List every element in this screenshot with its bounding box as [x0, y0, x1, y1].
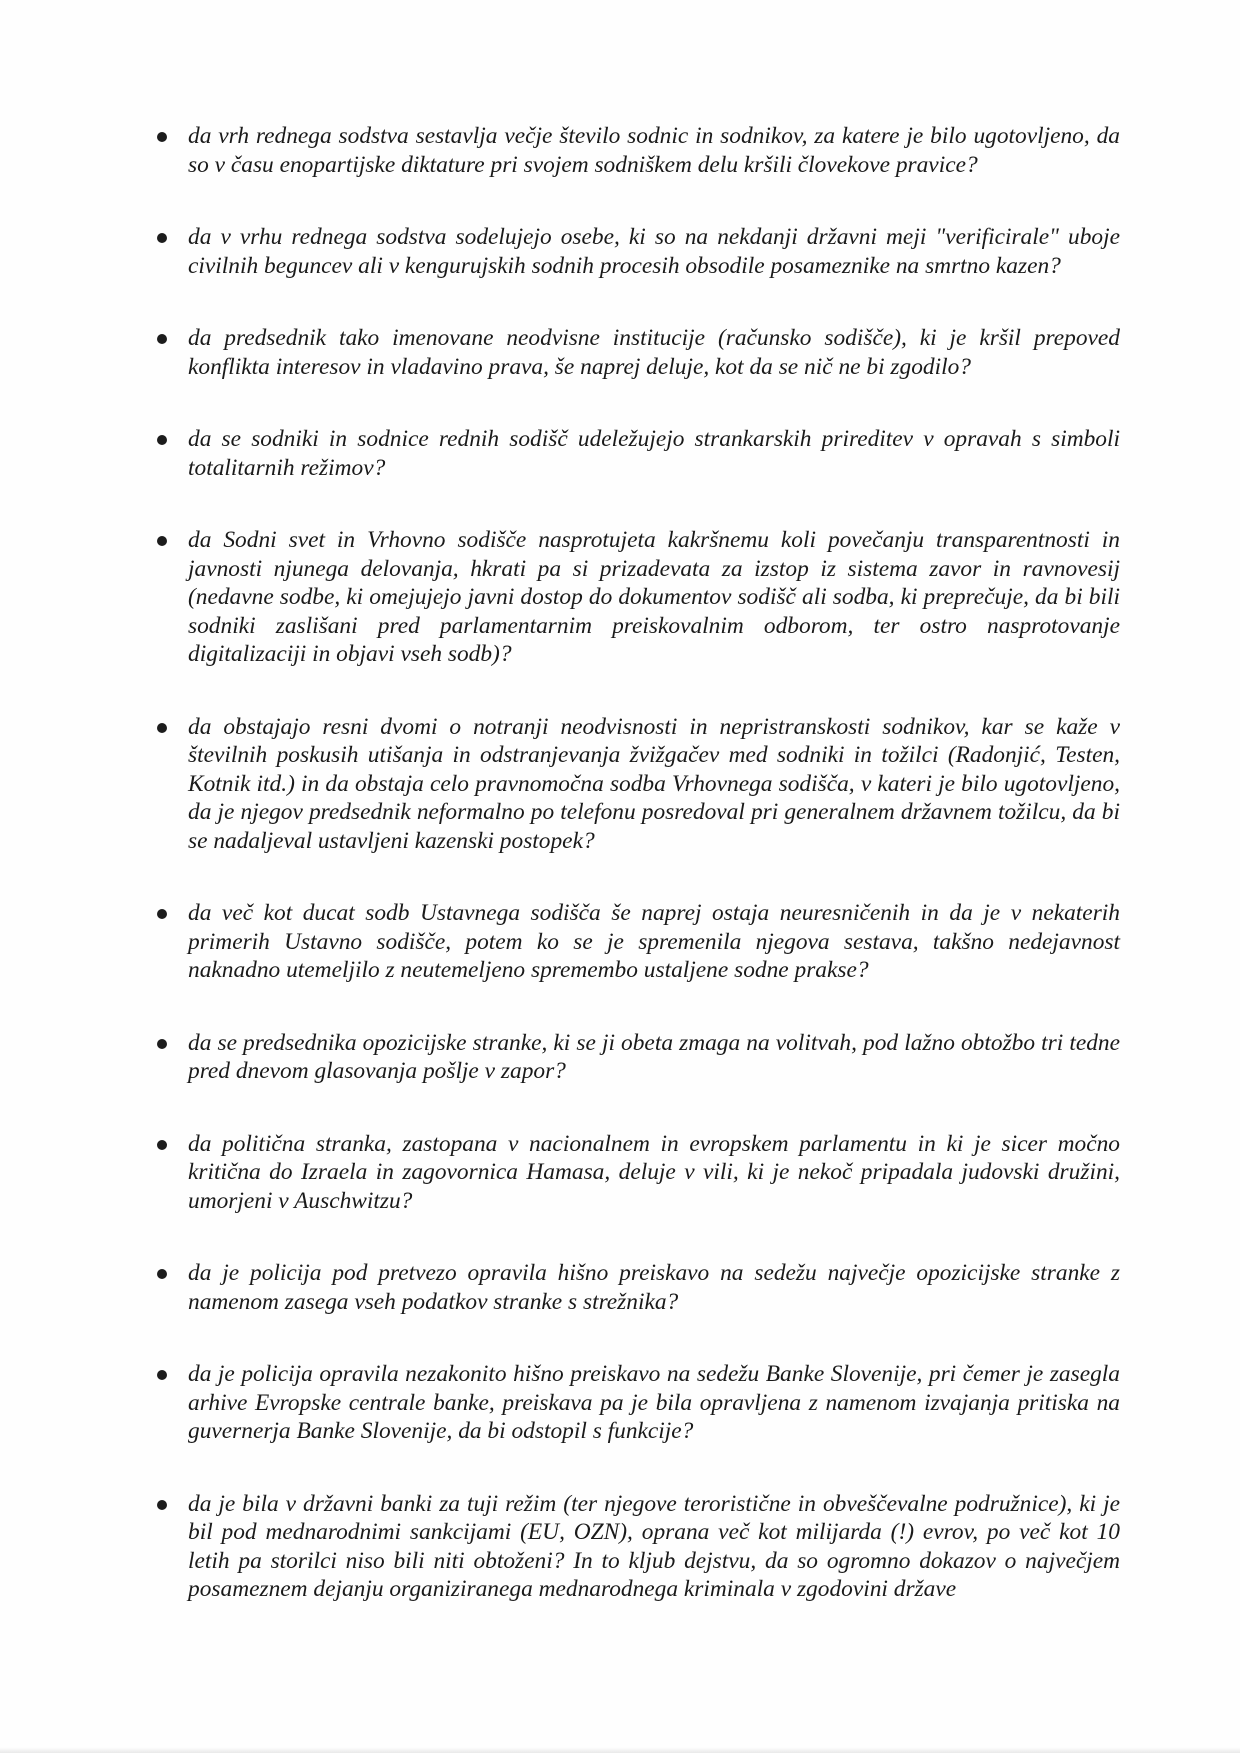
- list-item: [150, 1130, 1120, 1216]
- list-item-text: da je policija opravila nezakonito hišno preiskavo na sedežu Banke Slovenije, pri čemer je zasegla arhive Evropske centrale banke, preiskava pa je bila opravljena z namenom izvajanja pritiska na guvernerja Banke Slovenije, da bi odstopil s funkcije?: [188, 1361, 1120, 1444]
- list-item-text: da politična stranka, zastopana v nacionalnem in evropskem parlamentu in ki je sicer močno kritična do Izraela in zagovornica Hamasa, deluje v vili, ki je nekoč pripadala judovski družini, umorjeni v Auschwitzu?: [188, 1130, 1120, 1214]
- bullet-icon: [157, 435, 167, 445]
- scan-edge: [0, 1747, 1240, 1753]
- bullet-icon: [157, 1500, 167, 1510]
- list-item: [150, 1259, 1120, 1316]
- bullet-icon: [157, 909, 167, 919]
- bullet-icon: [157, 1269, 167, 1279]
- list-item-text: da predsednik tako imenovane neodvisne institucije (računsko sodišče), ki je kršil prepoved konflikta interesov in vladavino prava, še naprej deluje, kot da se nič ne bi zgodilo?: [188, 325, 1120, 380]
- bullet-icon: [157, 132, 167, 142]
- list-item: [150, 1360, 1120, 1446]
- list-item-text: da obstajajo resni dvomi o notranji neodvisnosti in nepristranskosti sodnikov, kar se kaže v številnih poskusih utišanja in odstranjevanja žvižgačev med sodniki in tožilci (Radonjić, Testen, Kotnik itd.) in da obstaja celo pravnomočna sodba Vrhovnega sodišča, v kateri je bilo ugotovljeno, da je njegov predsednik neformalno po telefonu posredoval pri generalnem državnem tožilcu, da bi se nadaljeval ustavljeni kazenski postopek?: [188, 713, 1120, 854]
- bullet-icon: [157, 1039, 167, 1049]
- list-item: [150, 1490, 1120, 1604]
- list-item-text: da je bila v državni banki za tuji režim (ter njegove teroristične in obveščevalne podružnice), ki je bil pod mednarodnimi sankcijami (EU, OZN), oprana več kot milijarda (!) evrov, po več kot 10 letih pa storilci niso bili niti obtoženi? In to kljub dejstvu, da so ogromno dokazov o največjem posameznem dejanju organiziranega mednarodnega kriminala v zgodovini države: [188, 1490, 1120, 1602]
- bullet-icon: [157, 334, 167, 344]
- list-item-text: da v vrhu rednega sodstva sodelujejo osebe, ki so na nekdanji državni meji "verificirale" uboje civilnih beguncev ali v kengurujskih sodnih procesih obsodile posameznike na smrtno kazen?: [188, 224, 1120, 279]
- list-item: [150, 425, 1120, 482]
- bullet-icon: [157, 723, 167, 733]
- bullet-icon: [157, 536, 167, 546]
- list-item-text: da se sodniki in sodnice rednih sodišč udeležujejo strankarskih prireditev v opravah s simboli totalitarnih režimov?: [188, 426, 1120, 481]
- bullet-icon: [157, 1370, 167, 1380]
- list-item-text: da se predsednika opozicijske stranke, ki se ji obeta zmaga na volitvah, pod lažno obtožbo tri tedne pred dnevom glasovanja pošlje v zapor?: [188, 1029, 1120, 1084]
- bullet-icon: [157, 1140, 167, 1150]
- list-item: [150, 1029, 1120, 1086]
- list-item: [150, 122, 1120, 179]
- list-item-text: da vrh rednega sodstva sestavlja večje število sodnic in sodnikov, za katere je bilo ugotovljeno, da so v času enopartijske diktature pri svojem sodniškem delu kršili človekove pravice?: [188, 123, 1120, 178]
- list-item: [150, 324, 1120, 381]
- list-item: [150, 713, 1120, 856]
- bullet-icon: [157, 233, 167, 243]
- list-item-text: da več kot ducat sodb Ustavnega sodišča še naprej ostaja neuresničenih in da je v nekaterih primerih Ustavno sodišče, potem ko se je spremenila njegova sestava, takšno nedejavnost naknadno utemeljilo z neutemeljeno spremembo ustaljene sodne prakse?: [188, 900, 1120, 983]
- list-item: [150, 223, 1120, 280]
- list-item: [150, 899, 1120, 985]
- list-item-text: da je policija pod pretvezo opravila hišno preiskavo na sedežu največje opozicijske stranke z namenom zasega vseh podatkov stranke s strežnika?: [188, 1260, 1120, 1315]
- question-list: [150, 122, 1120, 1604]
- list-item-text: da Sodni svet in Vrhovno sodišče nasprotujeta kakršnemu koli povečanju transparentnosti in javnosti njunega delovanja, hkrati pa si prizadevata za izstop iz sistema zavor in ravnovesij (nedavne sodbe, ki omejujejo javni dostop do dokumentov sodišč ali sodba, ki preprečuje, da bi bili sodniki zaslišani pred parlamentarnim preiskovalnim odborom, ter ostro nasprotovanje digitalizaciji in objavi vseh sodb)?: [188, 527, 1120, 667]
- list-item: [150, 526, 1120, 669]
